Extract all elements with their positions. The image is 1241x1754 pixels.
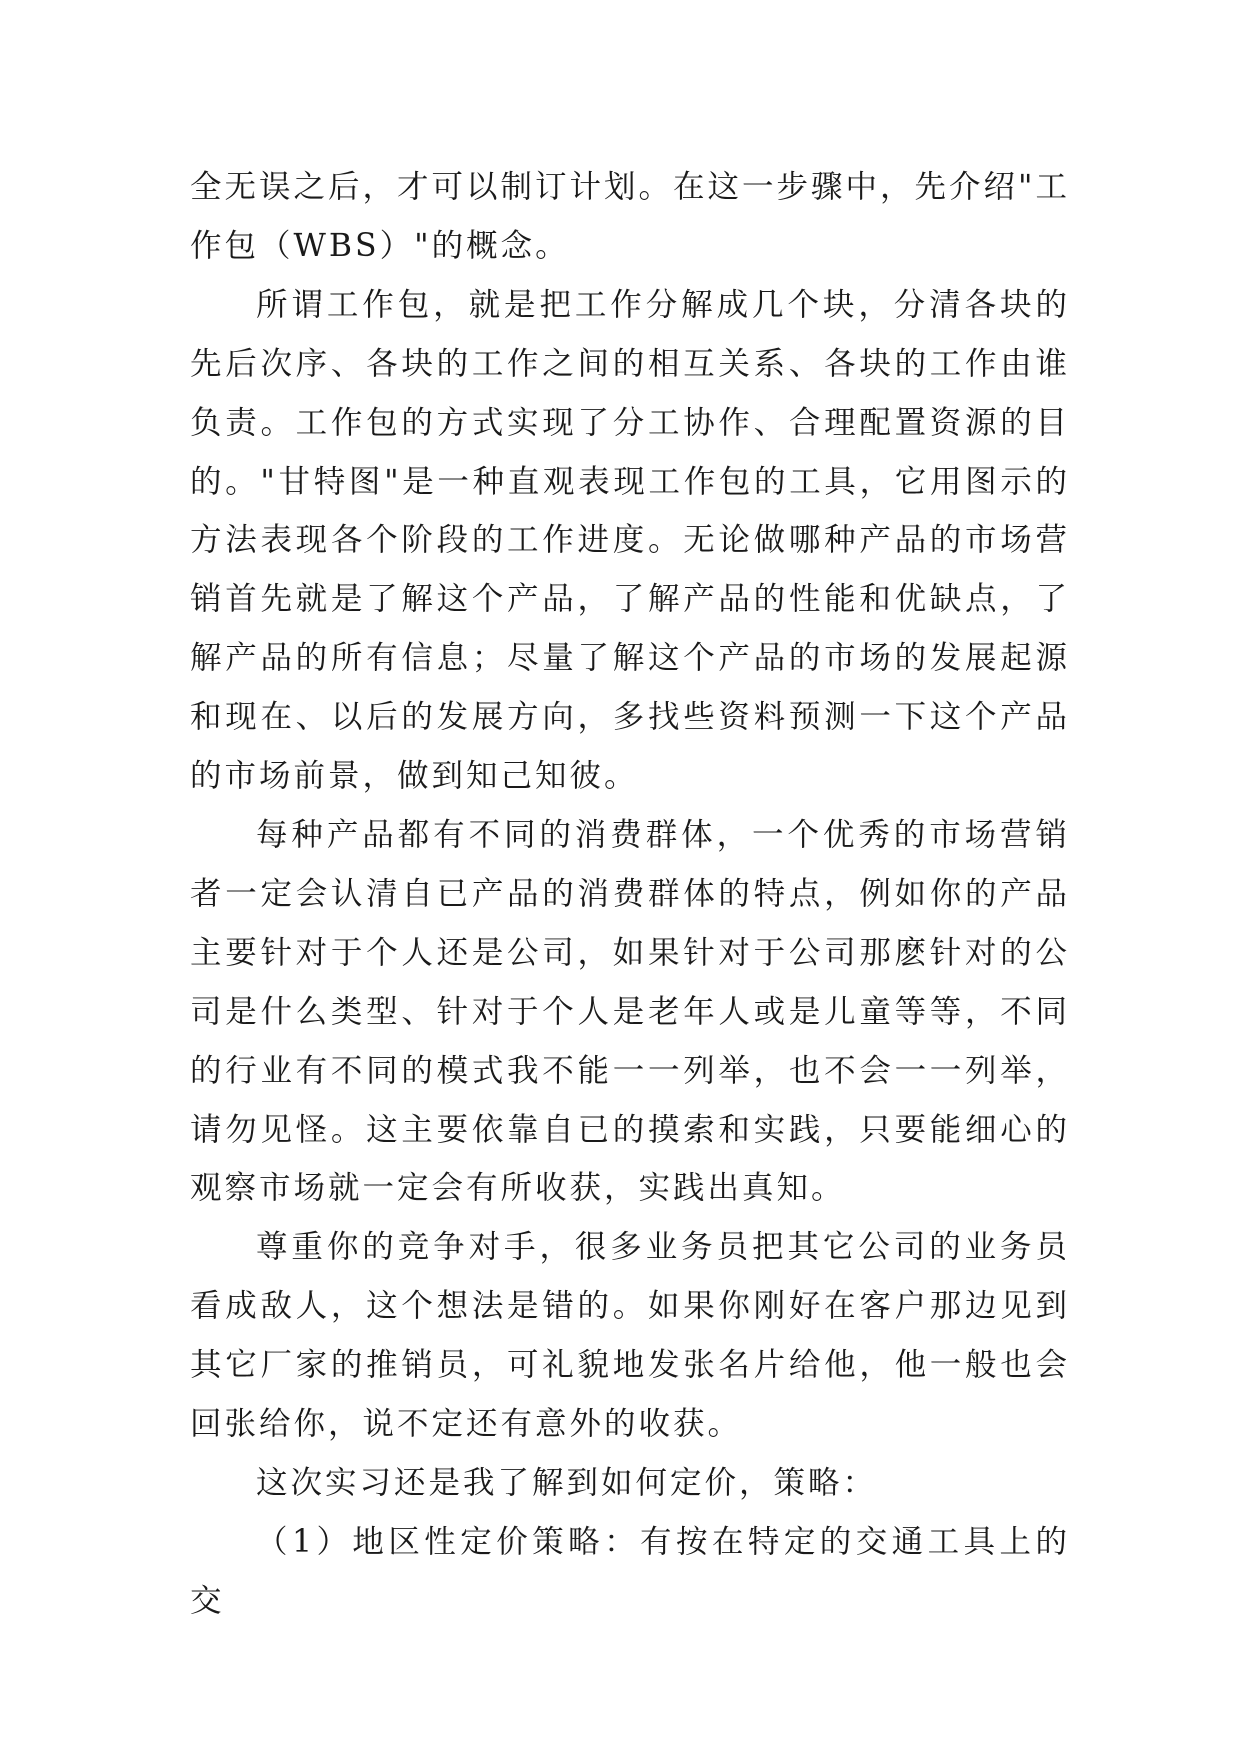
paragraph: 每种产品都有不同的消费群体，一个优秀的市场营销者一定会认清自已产品的消费群体的特点，例如你的产品主要针对于个人还是公司，如果针对于公司那麽针对的公司是什么类型、针对于个人是老年人或是儿童等等，不同的行业有不同的模式我不能一一列举，也不会一一列举，请勿见怪。这主要依靠自已的摸索和实践，只要能细心的观察市场就一定会有所收获，实践出真知。: [190, 816, 1070, 1207]
paragraph: （1）地区性定价策略：有按在特定的交通工具上的交: [190, 1523, 1070, 1619]
document-body: [190, 158, 1070, 1631]
paragraph: 全无误之后，才可以制订计划。在这一步骤中，先介绍"工作包（WBS）"的概念。: [190, 169, 1070, 264]
paragraph: 所谓工作包，就是把工作分解成几个块，分清各块的先后次序、各块的工作之间的相互关系、各块的工作由谁负责。工作包的方式实现了分工协作、合理配置资源的目的。"甘特图"是一种直观表现工作包的工具，它用图示的方法表现各个阶段的工作进度。无论做哪种产品的市场营销首先就是了解这个产品，了解产品的性能和优缺点，了解产品的所有信息；尽量了解这个产品的市场的发展起源和现在、以后的发展方向，多找些资料预测一下这个产品的市场前景，做到知己知彼。: [190, 286, 1070, 795]
paragraph: 尊重你的竞争对手，很多业务员把其它公司的业务员看成敌人，这个想法是错的。如果你刚好在客户那边见到其它厂家的推销员，可礼貌地发张名片给他，他一般也会回张给你，说不定还有意外的收获。: [190, 1229, 1070, 1443]
paragraph: 这次实习还是我了解到如何定价，策略：: [256, 1464, 878, 1501]
